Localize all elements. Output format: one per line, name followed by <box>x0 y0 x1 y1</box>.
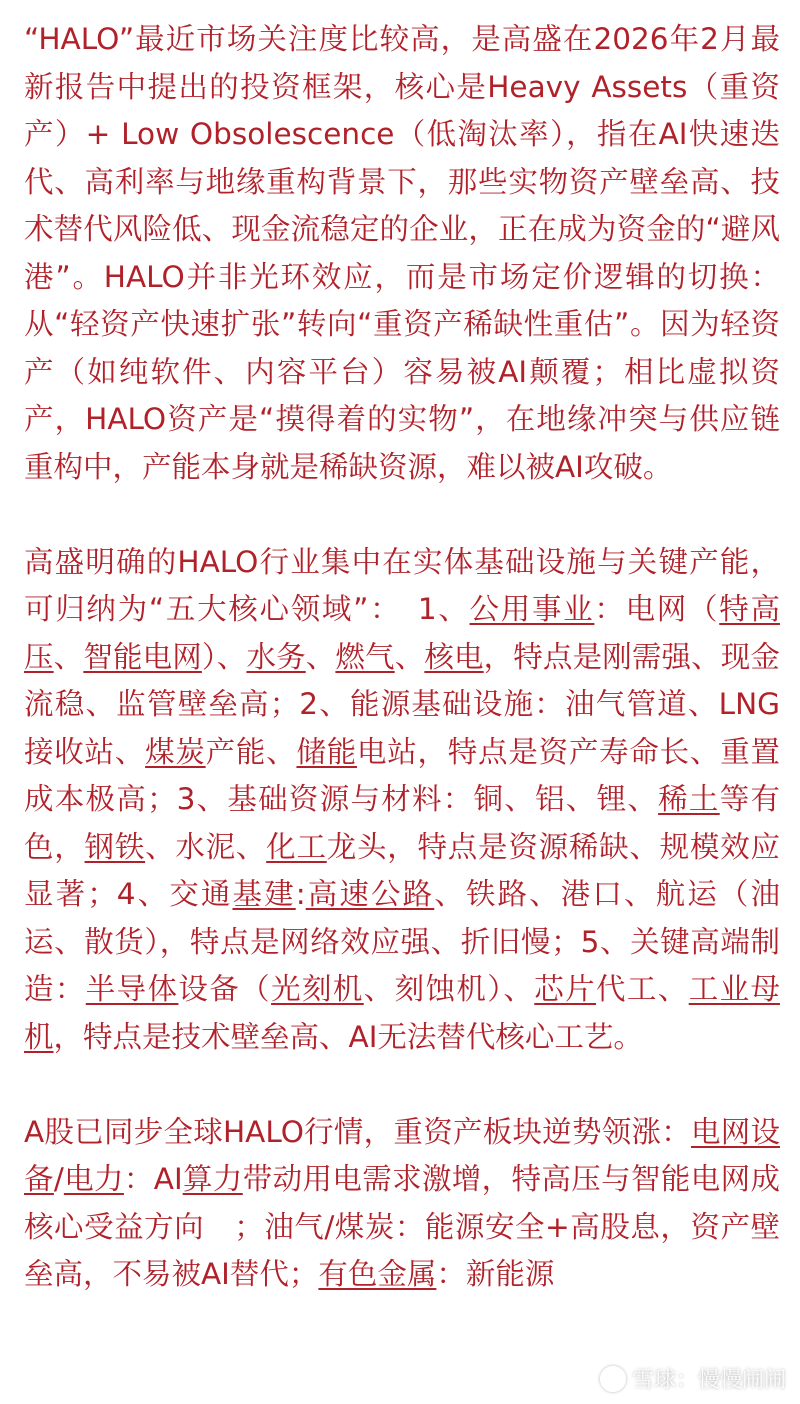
stock-topic-link[interactable]: 钢铁 <box>84 829 146 864</box>
text-segment: 、铁路、港口、航运（油运、散货），特点是网络效应强、折旧慢；5、关键高端制造： <box>24 877 780 1006</box>
stock-topic-link[interactable]: 有色金属 <box>318 1257 437 1291</box>
text-segment: ，特点是技术壁垒高、AI无法替代核心工艺。 <box>53 1019 643 1054</box>
stock-topic-link[interactable]: 煤炭 <box>145 734 206 769</box>
text-segment: ：电网（ <box>594 592 720 626</box>
text-segment: ：新能源 <box>436 1257 555 1291</box>
text-segment: A股已同步全球HALO行情，重资产板块逆势领涨： <box>24 1114 691 1149</box>
text-segment: 龙头，特点是资源稀缺、规模效应显著；4、交通 <box>24 829 780 911</box>
text-segment: ）、 <box>201 639 247 674</box>
snowball-logo-icon <box>600 1366 626 1392</box>
stock-topic-link[interactable]: 燃气 <box>335 639 395 674</box>
stock-topic-link[interactable]: 储能 <box>296 734 357 769</box>
stock-topic-link[interactable]: 核电 <box>424 639 484 674</box>
text-segment: “HALO”最近市场关注度比较高，是高盛在2026年2月最新报告中提出的投资框架，核心是Heavy Assets（重资产）+ Low Obsolescence（低淘汰率），指在AI快速迭代、高利率与地缘重构背景下，那些实物资产壁垒高、技术替代风险低、现金流稳定的企业，正在成为资金的“避风港”。HALO并非光环效应，而是市场定价逻辑的切换：从“轻资产快速扩张”转向“重资产稀缺性重估”。因为轻资产（如纯软件、内容平台）容易被AI颠覆；相比虚拟资产，HALO资产是“摸得着的实物”，在地缘冲突与供应链重构中，产能本身就是稀缺资源，难以被AI攻破。 <box>24 22 780 484</box>
stock-topic-link[interactable]: 特高压 <box>24 592 780 674</box>
text-segment: 、 <box>53 639 84 674</box>
stock-topic-link[interactable]: 基建 <box>232 877 296 911</box>
stock-topic-link[interactable]: 智能电网 <box>83 639 202 674</box>
stock-topic-link[interactable]: 电力 <box>63 1162 124 1196</box>
stock-topic-link[interactable]: 稀土 <box>658 782 720 816</box>
stock-topic-link[interactable]: 电网设备 <box>24 1114 780 1196</box>
stock-topic-link[interactable]: 芯片 <box>534 972 597 1006</box>
stock-topic-link[interactable]: 半导体 <box>85 972 179 1006</box>
text-segment: 、 <box>394 639 425 674</box>
text-segment: ：AI <box>123 1162 183 1196</box>
text-segment: 电站，特点是资产寿命长、重置成本极高；3、基础资源与材料：铜、铝、锂、 <box>24 734 780 816</box>
article-body <box>24 0 780 1299</box>
stock-topic-link[interactable]: 公用事业 <box>469 592 595 626</box>
text-segment: / <box>53 1162 64 1196</box>
paragraph-a-share <box>24 1109 780 1299</box>
text-segment: 等有色， <box>24 782 780 864</box>
stock-topic-link[interactable]: 算力 <box>182 1162 243 1196</box>
text-segment: 代工、 <box>596 972 689 1006</box>
text-segment: ，特点是刚需强、现金流稳、监管壁垒高；2、能源基础设施：油气管道、LNG接收站、 <box>24 639 780 769</box>
stock-topic-link[interactable]: 高速公路 <box>305 877 435 911</box>
paragraph-five-sectors <box>24 539 780 1062</box>
paragraph-halo-intro <box>24 0 780 491</box>
text-segment: 带动用电需求激增，特高压与智能电网成核心受益方向 ；油气/煤炭：能源安全+高股息，资产壁垒高，不易被AI替代； <box>24 1162 780 1291</box>
text-segment: 产能、 <box>205 734 297 769</box>
text-segment: 、水泥、 <box>145 829 267 864</box>
text-segment: 、刻蚀机）、 <box>363 972 535 1006</box>
text-segment: : <box>295 877 306 911</box>
stock-topic-link[interactable]: 光刻机 <box>271 972 364 1006</box>
text-segment: 高盛明确的HALO行业集中在实体基础设施与关键产能，可归纳为“五大核心领域”： 1、 <box>24 544 780 626</box>
text-segment: 、 <box>305 639 336 674</box>
text-segment: 设备（ <box>178 972 272 1006</box>
stock-topic-link[interactable]: 水务 <box>246 639 306 674</box>
stock-topic-link[interactable]: 化工 <box>266 829 327 864</box>
watermark <box>600 1363 786 1394</box>
watermark-text: 雪球：慢慢闹闹 <box>631 1368 786 1393</box>
stock-topic-link[interactable]: 工业母机 <box>24 972 780 1054</box>
